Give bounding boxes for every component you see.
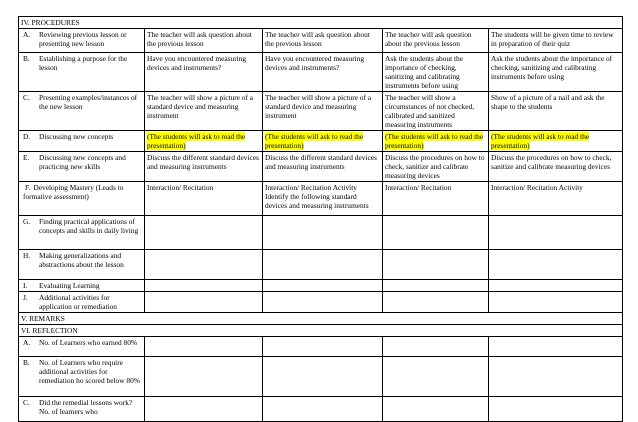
- row-label: Additional activities for application or remediation: [39, 293, 117, 311]
- day-1-cell: [145, 182, 263, 216]
- row-label-cell: [19, 53, 145, 92]
- day-4-cell: [489, 397, 623, 422]
- procedure-row-b: [19, 53, 623, 92]
- day-3-cell: [383, 337, 489, 357]
- row-key: B.: [23, 54, 30, 63]
- cell-text: The teacher will ask question about the previous lesson: [147, 30, 252, 48]
- procedure-row-h: [19, 250, 623, 280]
- day-2-cell: [263, 29, 383, 53]
- lesson-plan-page: [0, 16, 638, 417]
- day-1-cell: [145, 337, 263, 357]
- cell-text: Discuss the different standard devices and measuring instruments: [265, 153, 377, 171]
- day-3-cell: [383, 397, 489, 422]
- reflection-row-b: [19, 357, 623, 397]
- day-2-cell: [263, 216, 383, 250]
- day-2-cell: [263, 250, 383, 280]
- cell-text: Ask the students about the importance of checking, sanitizing and calibrating instruments before using: [491, 54, 613, 81]
- row-label: Evaluating Learning: [39, 281, 100, 290]
- day-2-cell: [263, 131, 383, 152]
- day-1-cell: [145, 216, 263, 250]
- reflection-heading: VI. REFLECTION: [19, 325, 623, 337]
- day-4-cell: [489, 131, 623, 152]
- day-3-cell: [383, 152, 489, 182]
- row-label: Reviewing previous lesson or presenting new lesson: [39, 30, 127, 48]
- row-key: B.: [23, 358, 30, 367]
- day-1-cell: [145, 92, 263, 131]
- row-label-cell: [19, 131, 145, 152]
- day-3-cell: [383, 92, 489, 131]
- day-2-cell: [263, 397, 383, 422]
- row-key: C.: [23, 398, 30, 407]
- cell-text: Have you encountered measuring devices and instruments?: [147, 54, 247, 72]
- row-label-cell: [19, 152, 145, 182]
- day-4-cell: [489, 152, 623, 182]
- day-4-cell: [489, 357, 623, 397]
- row-label: Discussing new concepts: [39, 132, 114, 141]
- row-key: G.: [23, 217, 31, 226]
- cell-text: The teacher will ask question about the previous lesson: [265, 30, 370, 48]
- cell-text: The teacher will show a circumstances of not checked, calibrated and sanitized measuring instruments: [385, 93, 475, 129]
- procedure-row-i: [19, 280, 623, 292]
- row-label: Making generalizations and abstractions about the lesson: [39, 251, 124, 269]
- cell-text: Discuss the procedures on how to check, sanitize and calibrate measuring devices: [491, 153, 612, 171]
- day-4-cell: [489, 280, 623, 292]
- day-2-cell: [263, 53, 383, 92]
- procedure-row-d: [19, 131, 623, 152]
- row-label: No. of Learners who require additional activities for remediation ho scored below 80%: [39, 358, 140, 385]
- reflection-row-a: [19, 337, 623, 357]
- row-label-cell: [19, 216, 145, 250]
- procedure-row-c: [19, 92, 623, 131]
- day-3-cell: [383, 216, 489, 250]
- cell-text: The teacher will show a picture of a standard device and measuring instrument: [147, 93, 254, 120]
- cell-text: The students will be given time to review in preparation of their quiz: [491, 30, 614, 48]
- row-label-cell: [19, 280, 145, 292]
- cell-text: (The students will ask to read the presentation): [491, 132, 590, 150]
- day-2-cell: [263, 337, 383, 357]
- row-key: I.: [23, 281, 28, 290]
- cell-text: (The students will ask to read the presentation): [265, 132, 364, 150]
- cell-text: Ask the students about the importance of checking, sanitizing and calibrating instruments before using: [385, 54, 464, 90]
- reflection-row-c: [19, 397, 623, 422]
- day-4-cell: [489, 337, 623, 357]
- lesson-plan-table: [18, 16, 623, 422]
- day-2-cell: [263, 152, 383, 182]
- reflection-row: [19, 325, 623, 337]
- row-key: F.: [25, 183, 31, 192]
- day-2-cell: [263, 357, 383, 397]
- row-key: A.: [23, 338, 31, 347]
- day-4-cell: [489, 53, 623, 92]
- day-1-cell: [145, 397, 263, 422]
- day-3-cell: [383, 357, 489, 397]
- row-key: D.: [23, 132, 31, 141]
- cell-text: Have you encountered measuring devices and instruments?: [265, 54, 365, 72]
- row-key: H.: [23, 251, 31, 260]
- cell-text: Interaction/ Recitation: [147, 183, 214, 192]
- procedure-row-g: [19, 216, 623, 250]
- day-3-cell: [383, 182, 489, 216]
- procedures-row: [19, 17, 623, 29]
- cell-text: Interaction/ Recitation Activity Identify the following standard devices and measuring instruments: [265, 183, 369, 210]
- cell-text: Show of a picture of a nail and ask the shape to the students: [491, 93, 605, 111]
- cell-text: Discuss the procedures on how to check, sanitize and calibrate measuring devices: [385, 153, 485, 180]
- day-2-cell: [263, 92, 383, 131]
- row-label-cell: [19, 357, 145, 397]
- day-2-cell: [263, 182, 383, 216]
- day-2-cell: [263, 280, 383, 292]
- row-key: A.: [23, 30, 31, 39]
- day-3-cell: [383, 250, 489, 280]
- day-3-cell: [383, 29, 489, 53]
- row-label-cell: [19, 92, 145, 131]
- day-4-cell: [489, 250, 623, 280]
- remarks-heading: V. REMARKS: [19, 313, 623, 325]
- cell-text: Interaction/ Recitation Activity: [491, 183, 583, 192]
- remarks-row: [19, 313, 623, 325]
- day-1-cell: [145, 280, 263, 292]
- row-label: No. of Learners who earned 80%: [39, 338, 138, 347]
- day-1-cell: [145, 250, 263, 280]
- row-label-cell: [19, 397, 145, 422]
- day-1-cell: [145, 29, 263, 53]
- day-4-cell: [489, 92, 623, 131]
- row-key: J.: [23, 293, 28, 302]
- row-label-cell: [19, 250, 145, 280]
- procedure-row-e: [19, 152, 623, 182]
- day-3-cell: [383, 131, 489, 152]
- day-3-cell: [383, 292, 489, 313]
- cell-text: The teacher will ask question about the previous lesson: [385, 30, 472, 48]
- procedure-row-a: [19, 29, 623, 53]
- cell-text: The teacher will show a picture of a standard device and measuring instrument: [265, 93, 372, 120]
- row-label: Developing Mastery (Leads to formative assessment): [23, 183, 124, 201]
- row-label-cell: [19, 337, 145, 357]
- row-key: E.: [23, 153, 30, 162]
- procedure-row-f: [19, 182, 623, 216]
- day-4-cell: [489, 182, 623, 216]
- row-label-cell: [19, 182, 145, 216]
- day-4-cell: [489, 216, 623, 250]
- day-2-cell: [263, 292, 383, 313]
- day-4-cell: [489, 29, 623, 53]
- procedures-heading: IV. PROCEDURES: [19, 17, 623, 29]
- row-label: Finding practical applications of concepts and skills in daily living: [39, 217, 139, 235]
- row-label-cell: [19, 29, 145, 53]
- cell-text: Interaction/ Recitation: [385, 183, 452, 192]
- row-label: Presenting examples/instances of the new lesson: [39, 93, 138, 111]
- cell-text: (The students will ask to read the presentation): [147, 132, 246, 150]
- row-label: Establishing a purpose for the lesson: [39, 54, 128, 72]
- day-1-cell: [145, 53, 263, 92]
- row-label: Did the remedial lessons work? No. of learners who: [39, 398, 133, 416]
- lesson-plan-body: [19, 17, 623, 422]
- day-3-cell: [383, 53, 489, 92]
- day-1-cell: [145, 357, 263, 397]
- row-label-cell: [19, 292, 145, 313]
- procedure-row-j: [19, 292, 623, 313]
- day-3-cell: [383, 280, 489, 292]
- day-1-cell: [145, 131, 263, 152]
- row-label: Discussing new concepts and practicing new skills: [39, 153, 126, 171]
- day-1-cell: [145, 152, 263, 182]
- cell-text: Discuss the different standard devices and measuring instruments: [147, 153, 259, 171]
- day-4-cell: [489, 292, 623, 313]
- day-1-cell: [145, 292, 263, 313]
- row-key: C.: [23, 93, 30, 102]
- cell-text: (The students will ask to read the presentation): [385, 132, 484, 150]
